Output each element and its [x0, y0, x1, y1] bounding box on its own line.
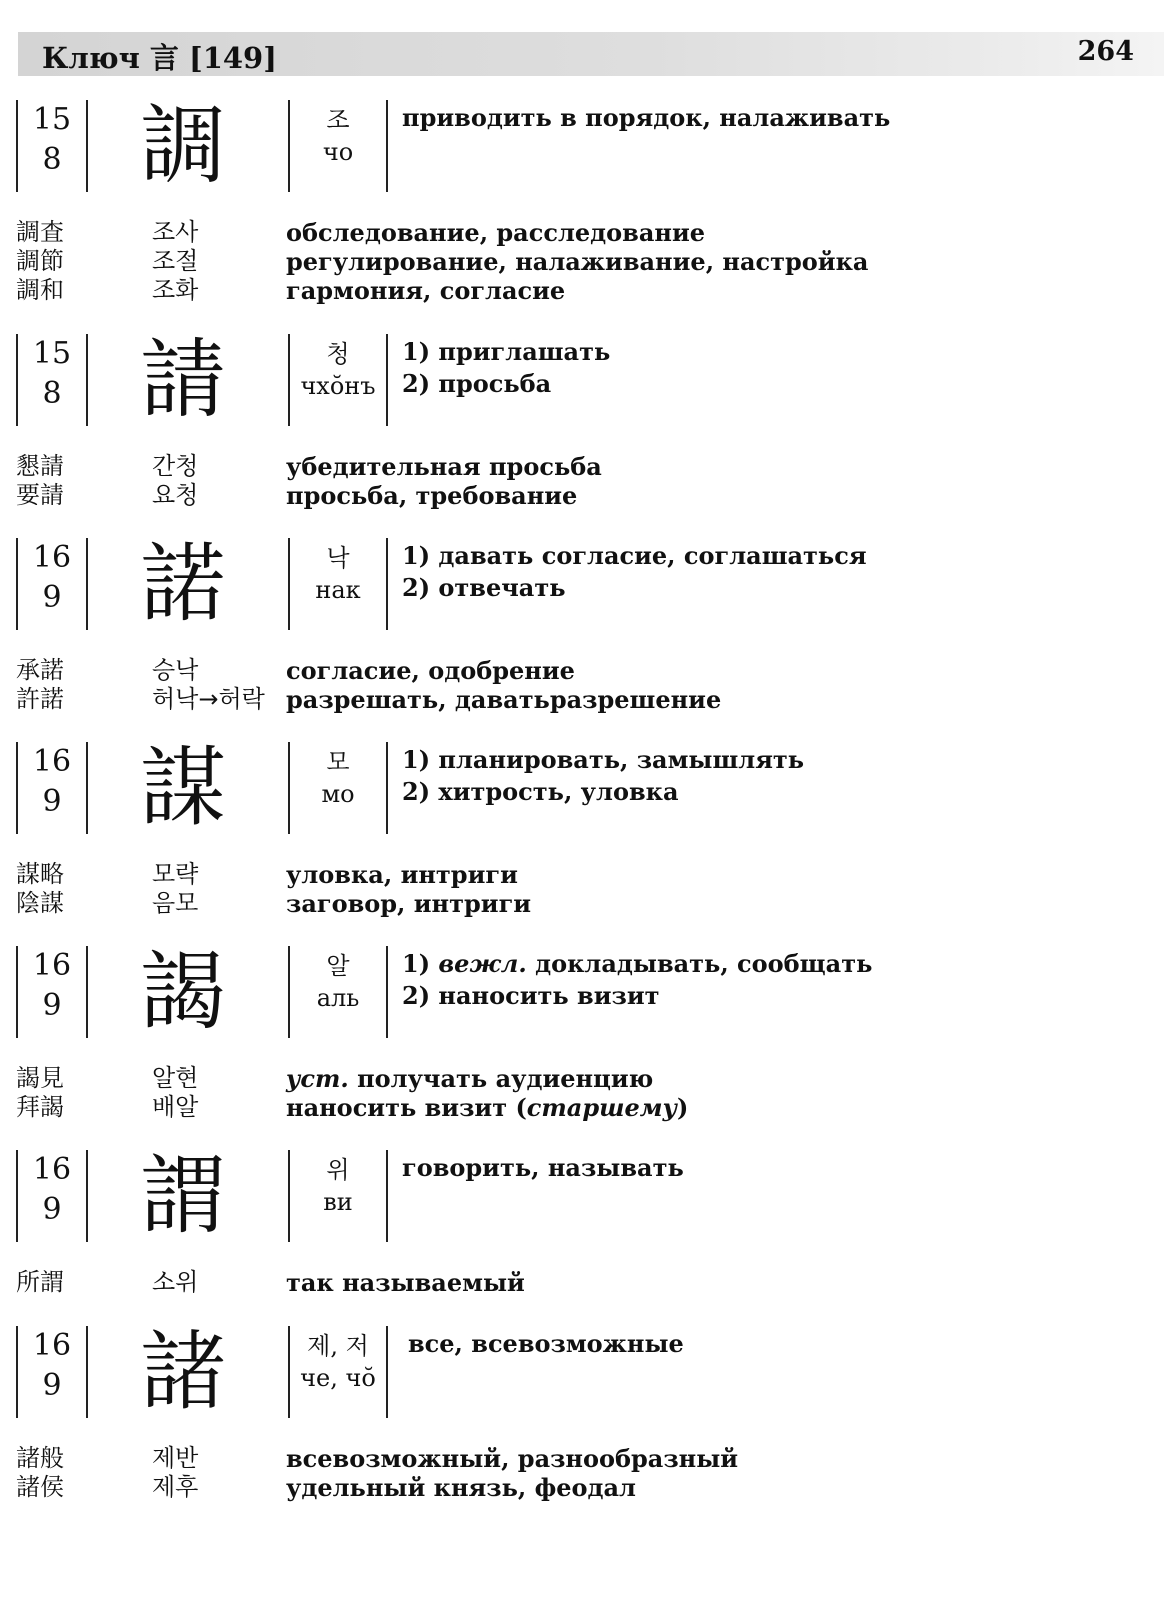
meaning-number: 2) — [402, 981, 439, 1010]
compound-reading: 허낙→허락 — [152, 685, 265, 713]
meaning-text: наносить визит — [438, 981, 660, 1010]
compound-gloss: согласие, одобрение — [286, 656, 575, 685]
usage-label: уст. — [286, 1064, 349, 1093]
stroke-counts — [16, 946, 88, 1038]
meaning: приводить в порядок, налаживать — [402, 103, 891, 132]
hangul-reading: 제, 저 — [307, 1332, 369, 1360]
compound-reading: 조사 — [152, 218, 199, 246]
meanings — [408, 1328, 684, 1360]
headword-character: 諾 — [140, 534, 226, 634]
romanized-reading: чхŏнъ — [300, 372, 376, 400]
compound-list — [0, 1064, 1164, 1122]
meaning: 1) давать согласие, соглашаться — [402, 541, 867, 570]
headword-character: 謁 — [140, 942, 226, 1042]
compound-word: 許諾 — [16, 685, 64, 713]
compound-reading: 음모 — [152, 889, 199, 917]
compound-list — [0, 656, 1164, 714]
compound-reading: 조화 — [152, 276, 199, 304]
compound-word: 調和 — [16, 276, 64, 304]
compound-gloss: так называемый — [286, 1268, 525, 1297]
meanings — [402, 744, 804, 808]
meaning-text: докладывать, сообщать — [526, 949, 873, 978]
headword-character: 請 — [140, 330, 226, 430]
compound-row — [0, 452, 1164, 481]
compound-reading: 제후 — [152, 1473, 199, 1501]
compound-word: 調査 — [16, 218, 64, 246]
stroke-counts — [16, 1326, 88, 1418]
compound-list — [0, 218, 1164, 305]
meaning: говорить, называть — [402, 1153, 684, 1182]
compound-row — [0, 685, 1164, 714]
compound-gloss: заговор, интриги — [286, 889, 532, 918]
extra-strokes: 9 — [42, 1368, 62, 1403]
compound-word: 謁見 — [16, 1064, 64, 1092]
romanized-reading: мо — [321, 780, 355, 808]
page-number: 264 — [1077, 36, 1134, 67]
compound-word: 諸侯 — [16, 1473, 64, 1501]
gloss-note: старшему — [526, 1093, 677, 1122]
compound-word: 懇請 — [16, 452, 64, 480]
compound-list — [0, 452, 1164, 510]
compound-reading: 조절 — [152, 247, 199, 275]
meaning — [402, 948, 872, 980]
extra-strokes: 9 — [42, 784, 62, 819]
compound-word: 承諾 — [16, 656, 64, 684]
meanings — [402, 102, 890, 134]
compound-list — [0, 1444, 1164, 1502]
compound-gloss: всевозможный, разнообразный — [286, 1444, 739, 1473]
compound-row — [0, 860, 1164, 889]
stroke-counts — [16, 538, 88, 630]
compound-reading: 제반 — [152, 1444, 199, 1472]
compound-row — [0, 1093, 1164, 1122]
stroke-counts — [16, 100, 88, 192]
reading-box — [288, 538, 388, 630]
total-strokes: 16 — [32, 744, 72, 779]
compound-reading: 요청 — [152, 481, 199, 509]
meanings — [402, 948, 872, 1012]
compound-reading: 간청 — [152, 452, 199, 480]
usage-label: вежл. — [438, 949, 527, 978]
headword-character: 謀 — [140, 738, 226, 838]
compound-word: 要請 — [16, 481, 64, 509]
compound-gloss: уловка, интриги — [286, 860, 518, 889]
compound-list — [0, 1268, 1164, 1297]
compound-row — [0, 276, 1164, 305]
stroke-counts — [16, 334, 88, 426]
hangul-reading: 청 — [326, 340, 350, 368]
meanings — [402, 540, 867, 604]
compound-reading: 배알 — [152, 1093, 199, 1121]
compound-word: 所謂 — [16, 1268, 64, 1296]
compound-row — [0, 218, 1164, 247]
hangul-reading: 낙 — [326, 544, 350, 572]
headword-character: 諸 — [140, 1322, 226, 1422]
extra-strokes: 9 — [42, 1192, 62, 1227]
reading-box — [288, 100, 388, 192]
compound-row — [0, 1268, 1164, 1297]
compound-row — [0, 1473, 1164, 1502]
romanized-reading: чо — [322, 138, 354, 166]
meaning: все, всевозможные — [408, 1329, 684, 1358]
meaning — [402, 980, 872, 1012]
total-strokes: 16 — [32, 1152, 72, 1187]
compound-gloss: просьба, требование — [286, 481, 578, 510]
total-strokes: 16 — [32, 1328, 72, 1363]
compound-word: 陰謀 — [16, 889, 64, 917]
romanized-reading: че, чŏ — [300, 1364, 376, 1392]
romanized-reading: ви — [323, 1188, 353, 1216]
compound-gloss: удельный князь, феодал — [286, 1473, 636, 1502]
compound-word: 謀略 — [16, 860, 64, 888]
compound-gloss: обследование, расследование — [286, 218, 706, 247]
reading-box — [288, 334, 388, 426]
compound-list — [0, 860, 1164, 918]
compound-row — [0, 1064, 1164, 1093]
meanings — [402, 1152, 684, 1184]
compound-gloss: убедительная просьба — [286, 452, 602, 481]
compound-row — [0, 656, 1164, 685]
extra-strokes: 8 — [42, 376, 62, 411]
extra-strokes: 9 — [42, 580, 62, 615]
compound-row — [0, 889, 1164, 918]
meaning: 2) просьба — [402, 369, 552, 398]
stroke-counts — [16, 1150, 88, 1242]
romanized-reading: аль — [316, 984, 360, 1012]
compound-word: 諸般 — [16, 1444, 64, 1472]
hangul-reading: 모 — [326, 748, 350, 776]
reading-box — [288, 1150, 388, 1242]
hangul-reading: 위 — [326, 1156, 350, 1184]
compound-reading: 알현 — [152, 1064, 199, 1092]
compound-row — [0, 247, 1164, 276]
meaning: 2) хитрость, уловка — [402, 777, 679, 806]
radical-title: Ключ 言 [149] — [42, 41, 277, 75]
meaning: 1) планировать, замышлять — [402, 745, 805, 774]
meaning: 1) приглашать — [402, 337, 611, 366]
reading-box — [288, 742, 388, 834]
compound-word: 拜謁 — [16, 1093, 64, 1121]
reading-box — [288, 946, 388, 1038]
compound-gloss: гармония, согласие — [286, 276, 566, 305]
headword-character: 謂 — [140, 1146, 226, 1246]
compound-gloss: разрешать, даватьразрешение — [286, 685, 722, 714]
page-header — [18, 32, 1164, 76]
extra-strokes: 8 — [42, 142, 62, 177]
total-strokes: 16 — [32, 948, 72, 983]
compound-gloss — [286, 1064, 653, 1093]
meaning: 2) отвечать — [402, 573, 566, 602]
compound-gloss — [286, 1093, 688, 1122]
compound-gloss: регулирование, налаживание, настройка — [286, 247, 869, 276]
hangul-reading: 조 — [326, 106, 350, 134]
stroke-counts — [16, 742, 88, 834]
compound-reading: 모략 — [152, 860, 199, 888]
meaning-number: 1) — [402, 949, 439, 978]
reading-box — [288, 1326, 388, 1418]
gloss-close: ) — [676, 1093, 689, 1122]
hangul-reading: 알 — [326, 952, 350, 980]
extra-strokes: 9 — [42, 988, 62, 1023]
gloss-text: получать аудиенцию — [348, 1064, 654, 1093]
total-strokes: 16 — [32, 540, 72, 575]
gloss-text: наносить визит ( — [286, 1093, 527, 1122]
compound-row — [0, 1444, 1164, 1473]
compound-row — [0, 481, 1164, 510]
total-strokes: 15 — [32, 336, 72, 371]
headword-character: 調 — [140, 96, 226, 196]
compound-reading: 소위 — [152, 1268, 199, 1296]
compound-reading: 승낙 — [152, 656, 199, 684]
compound-word: 調節 — [16, 247, 64, 275]
romanized-reading: нак — [315, 576, 361, 604]
total-strokes: 15 — [32, 102, 72, 137]
meanings — [402, 336, 610, 400]
